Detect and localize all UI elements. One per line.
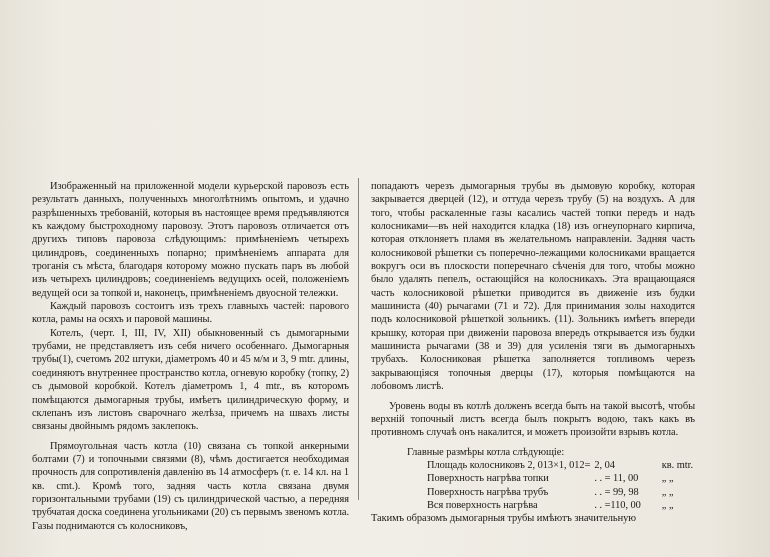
dimension-row — [425, 486, 695, 499]
dimension-row — [425, 472, 695, 485]
dimension-row — [425, 459, 695, 472]
dimension-unit: кв. mtr. — [661, 459, 693, 471]
dimensions-title: Главные размѣры котла слѣдующіе: — [407, 446, 565, 458]
right-column — [371, 180, 695, 526]
paragraph-intro: Изображенный на приложенной модели курьерской паровозъ есть результатъ данныхъ, полученныхъ многолѣтнимъ опытомъ, и удачно разрѣшенныхъ требованій, которыя въ настоящее время предъявляются къ каждому быстроходному паровозу. Этотъ паровозъ отличается отъ другихъ типовъ паровоза слѣдующимъ: примѣненіемъ четырехъ цилиндровъ, соединенныхъ попарно; примѣненіемъ аппарата для троганія съ мѣста, благодаря которому можно пускать паръ въ любой изъ четырехъ цилиндровъ; соединеніемъ ведущихъ осей, положеніемъ ведущей оси за топкой и, наконецъ, примѣненіемъ двуосной тележки. — [32, 181, 349, 299]
dimension-value: . . =110, 00 — [594, 499, 641, 511]
paragraph-boiler: Котелъ, (черт. I, III, IV, XII) обыкновенный съ дымогарными трубами, не представляетъ изъ себя ничего особеннаго. Дымогарныя трубы(1), счетомъ 202 штуки, діаметромъ 40 и 45 м/м и 3, 9 mtr. длины, соединяютъ внутреннее пространство котла, огневую коробку (топку, 2) съ дымовой коробкой. Котелъ діаметромъ 1, 4 mtr., въ которомъ помѣщаются дымогарныя трубы, имѣетъ цилиндрическую форму, и склепанъ изъ листовъ сварочнаго желѣза, причемъ на швахъ листы связаны двойнымъ рядомъ заклепокъ. — [32, 327, 349, 433]
dimension-unit: „ „ — [661, 499, 674, 511]
dimension-label: Вся поверхность нагрѣва — [427, 499, 538, 511]
dimension-unit: „ „ — [661, 473, 674, 485]
dimension-label: Площадь колосниковъ 2, 013×1, 012= — [427, 459, 591, 471]
dimensions-table — [425, 459, 695, 512]
paragraph-main-parts: Каждый паровозъ состоитъ изъ трехъ главныхъ частей: парового котла, рамы на осяхъ и паровой машины. — [32, 301, 349, 326]
left-column — [32, 180, 349, 533]
paragraph-water-level: Уровень воды въ котлѣ долженъ всегда быть на такой высотѣ, чтобы верхній топочный листъ всегда былъ покрытъ водою, такъ какъ въ противномъ случаѣ онъ накалится, и можетъ произойти взрывъ котла. — [371, 400, 695, 439]
dimension-label: Поверхность нагрѣва топки — [427, 473, 549, 485]
dimension-unit: „ „ — [661, 486, 674, 498]
dimension-value: . . = 99, 98 — [594, 486, 639, 498]
dimension-label: Поверхность нагрѣва трубъ — [427, 486, 549, 498]
paragraph-gases: попадаютъ черезъ дымогарныя трубы въ дымовую коробку, которая закрывается дверцей (12), и оттуда черезъ трубу (5) на воздухъ. А для того, чтобы раскаленные газы касались частей топки передъ и надъ колосниками—въ ней находится кладка (18) изъ огнеупорнаго кирпича, которая отклоняетъ пламя въ желательномъ направленіи. Задняя часть колосниковой рѣшетки съ поперечно-лежащими колосниками вращается вокругъ оси въ плоскости поперечнаго сѣченія для того, чтобы можно было удалять пепелъ, остающійся на колосникахъ. Эта вращающаяся часть колосниковой рѣшетки приводится въ движеніе изъ будки машиниста (40) рычагами (71 и 72). Для принимания золы находится подъ колосниковой рѣшеткой зольникъ. (11). Зольникъ имѣетъ впереди крышку, которая при движеніи паровоза впередъ открывается изъ будки машиниста рычагами (38 и 39) для усиленія тяги въ дымогарныхъ трубахъ. Колосниковая рѣшетка заполняется топливомъ черезъ закрывающіяся топочныя дверцы (17), которыя помѣщаются на лобовомъ листѣ. — [371, 181, 695, 393]
dimension-row — [425, 499, 695, 512]
closing-line: Такимъ образомъ дымогарныя трубы имѣютъ значительную — [371, 513, 636, 525]
paragraph-firebox: Прямоугольная часть котла (10) связана съ топкой анкерными болтами (7) и топочными связями (8), чѣмъ достигается необходимая прочность для сопротивленія давленію въ 14 атмосферъ (т. е. 14 кл. на 1 кв. cmt.). Кромѣ того, задняя часть котла связана двумя горизонтальными трубами (19) съ цилиндрической частью, а передняя трубчатая доска соединена угольниками (20) съ первымъ звеномъ котла. Газы поднимаются съ колосниковъ, — [32, 440, 349, 532]
dimension-value: 2, 04 — [594, 459, 615, 471]
dimension-value: . . = 11, 00 — [594, 473, 639, 485]
column-divider — [358, 178, 359, 500]
